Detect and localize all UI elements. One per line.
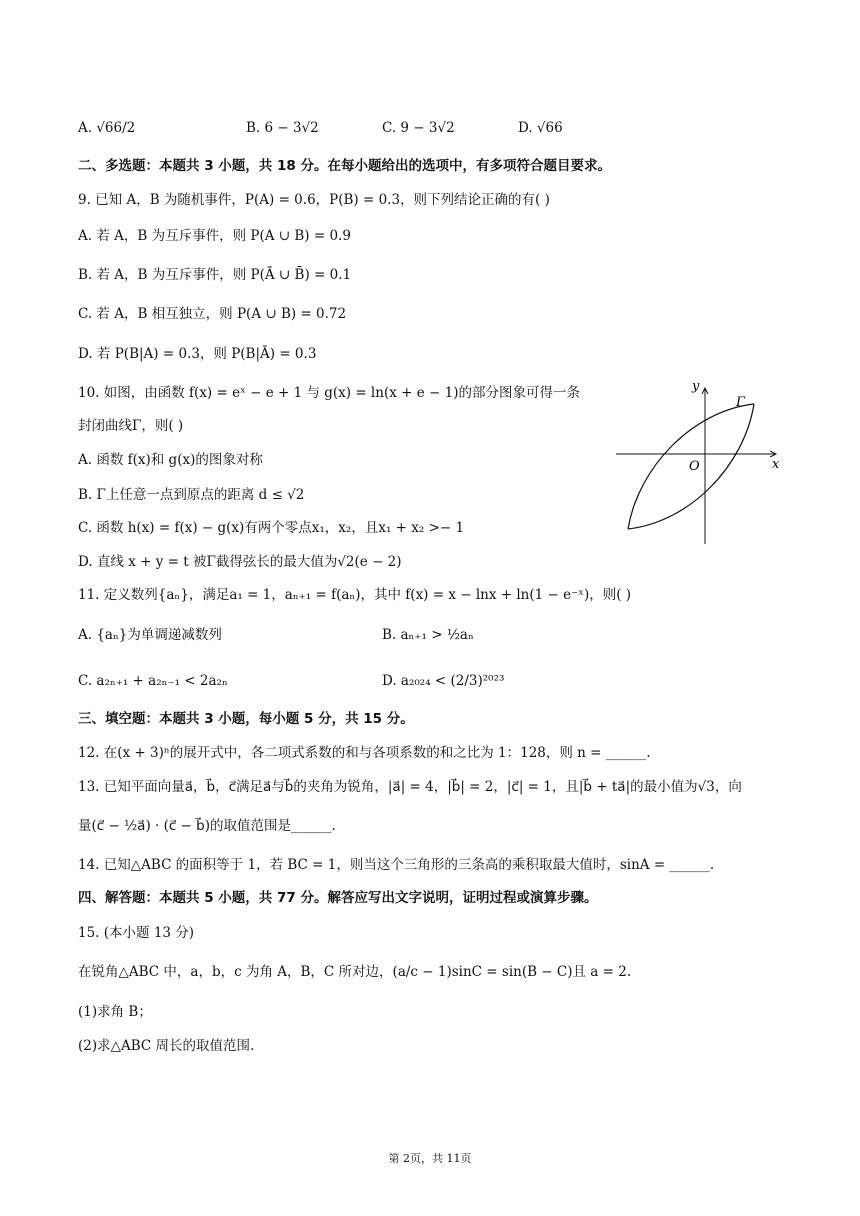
q9-option-d: D. 若 P(B|A) = 0.3，则 P(B|Ā) = 0.3: [78, 346, 317, 362]
q12: 12. 在(x + 3)ⁿ的展开式中，各二项式系数的和与各项系数的和之比为 1：128，则 n = ______.: [78, 745, 651, 761]
q15-title: 15. (本小题 13 分): [78, 925, 195, 941]
q10-option-d: D. 直线 x + y = t 被Γ截得弦长的最大值为√2(e − 2): [78, 554, 402, 570]
section2-heading: 二、多选题：本题共 3 小题，共 18 分。在每小题给出的选项中，有多项符合题目要求。: [78, 158, 611, 174]
q11-option-d: D. a₂₀₂₄ < (2/3)²⁰²³: [382, 673, 505, 689]
label-y: y: [692, 379, 700, 394]
q11-option-a: A. {aₙ}为单调递减数列: [78, 627, 222, 643]
q11-option-c: C. a₂ₙ₊₁ + a₂ₙ₋₁ < 2a₂ₙ: [78, 673, 228, 689]
q11-option-b: B. aₙ₊₁ > ½aₙ: [382, 627, 474, 643]
page-footer: 第 2页，共 11页: [388, 1152, 472, 1165]
q10-option-c: C. 函数 h(x) = f(x) − g(x)有两个零点x₁，x₂，且x₁ + x₂ >− 1: [78, 520, 465, 536]
q13-line2: 量(c⃗ − ½a⃗) · (c⃗ − b⃗)的取值范围是______.: [78, 818, 336, 834]
q9-option-b: B. 若 A，B 为互斥事件，则 P(Ā ∪ B̄) = 0.1: [78, 267, 352, 283]
section4-heading: 四、解答题：本题共 5 小题，共 77 分。解答应写出文字说明，证明过程或演算步骤。: [78, 890, 598, 906]
q10-stem-line2: 封闭曲线Γ，则( ): [78, 418, 184, 434]
q8-option-d: D. √66: [518, 120, 563, 136]
q10-figure: [612, 378, 790, 548]
q15-stem: 在锐角△ABC 中，a，b，c 为角 A，B，C 所对边，(a/c − 1)sinC = sin(B − C)且 a = 2.: [78, 964, 632, 980]
q15-part1: (1)求角 B；: [78, 1004, 152, 1020]
q8-option-a: A. √66/2: [78, 120, 136, 136]
section3-heading: 三、填空题：本题共 3 小题，每小题 5 分，共 15 分。: [78, 711, 414, 727]
q13-line1: 13. 已知平面向量a⃗，b⃗，c⃗满足a⃗与b⃗的夹角为锐角，|a⃗| = 4，|b⃗| = 2，|c⃗| = 1，且|b⃗ + ta⃗|的最小值为√3，向: [78, 779, 742, 795]
q10-option-a: A. 函数 f(x)和 g(x)的图象对称: [78, 452, 263, 468]
label-x: x: [772, 457, 780, 472]
q10-stem-line1: 10. 如图，由函数 f(x) = eˣ − e + 1 与 g(x) = ln(x + e − 1)的部分图象可得一条: [78, 385, 580, 401]
label-origin: O: [689, 459, 700, 474]
q10-option-b: B. Γ上任意一点到原点的距离 d ≤ √2: [78, 487, 305, 503]
label-gamma: Γ: [736, 395, 746, 410]
q15-part2: (2)求△ABC 周长的取值范围.: [78, 1038, 255, 1054]
q9-option-a: A. 若 A，B 为互斥事件，则 P(A ∪ B) = 0.9: [78, 228, 351, 244]
q11-stem: 11. 定义数列{aₙ}，满足a₁ = 1，aₙ₊₁ = f(aₙ)，其中 f(x) = x − lnx + ln(1 − e⁻ˣ)，则( ): [78, 587, 632, 603]
q9-option-c: C. 若 A，B 相互独立，则 P(A ∪ B) = 0.72: [78, 306, 347, 322]
q9-stem: 9. 已知 A，B 为随机事件，P(A) = 0.6，P(B) = 0.3，则下列结论正确的有( ): [78, 192, 550, 208]
q8-option-c: C. 9 − 3√2: [382, 120, 455, 136]
q8-option-b: B. 6 − 3√2: [246, 120, 319, 136]
q14: 14. 已知△ABC 的面积等于 1，若 BC = 1，则当这个三角形的三条高的乘积取最大值时，sinA = ______.: [78, 857, 715, 873]
